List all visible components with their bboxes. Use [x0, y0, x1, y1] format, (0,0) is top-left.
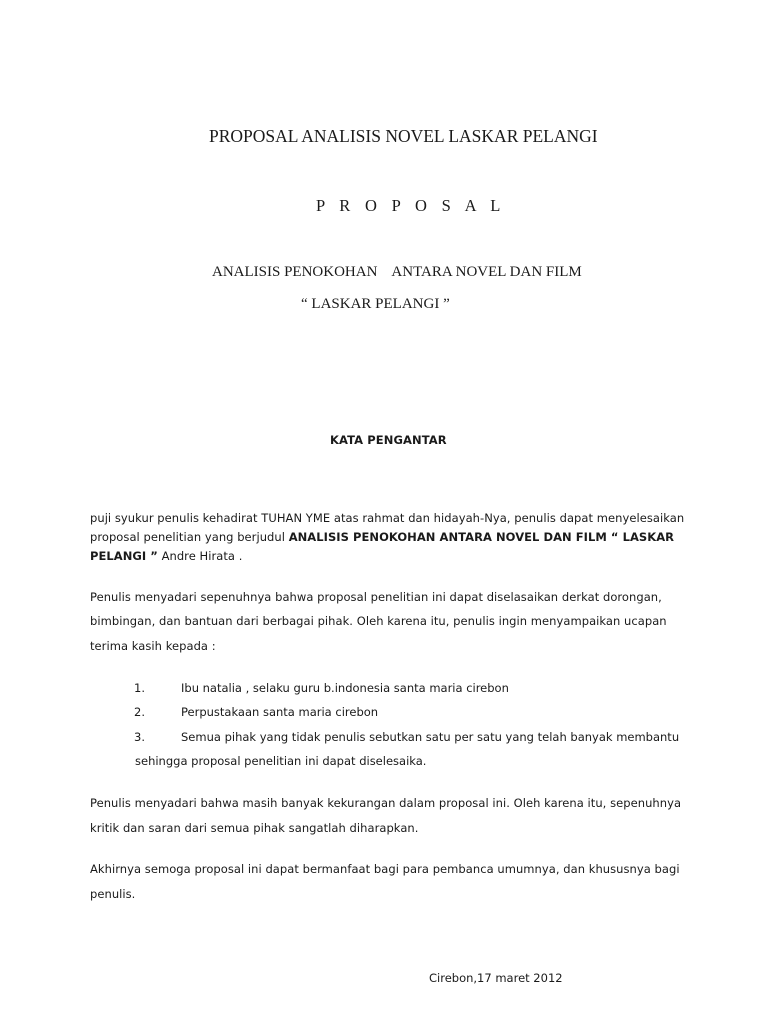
- paragraph-1-line-2: [90, 530, 674, 544]
- paragraph-2-line-3: terima kasih kepada :: [90, 639, 216, 653]
- paragraph-1-author: Andre Hirata .: [157, 549, 243, 563]
- paragraph-1-line-2-text: proposal penelitian yang berjudul: [90, 530, 289, 544]
- list-item-text: Perpustakaan santa maria cirebon: [181, 705, 379, 719]
- subtitle-part-2: ANTARA NOVEL DAN FILM: [391, 264, 582, 280]
- subtitle-line-2: “ LASKAR PELANGI ”: [301, 296, 450, 312]
- list-item-text: Semua pihak yang tidak penulis sebutkan satu per satu yang telah banyak membantu: [181, 730, 680, 744]
- paragraph-2-line-2: bimbingan, dan bantuan dari berbagai pihak. Oleh karena itu, penulis ingin menyampaikan ucapan: [90, 614, 667, 628]
- paragraph-1-line-1: puji syukur penulis kehadirat TUHAN YME atas rahmat dan hidayah-Nya, penulis dapat menyelesaikan: [90, 511, 685, 525]
- paragraph-4-line-2: penulis.: [90, 887, 136, 901]
- paragraph-1-bold-title: ANALISIS PENOKOHAN ANTARA NOVEL DAN FILM “ LASKAR: [288, 530, 675, 544]
- paragraph-1-line-3: [90, 549, 242, 563]
- list-item-continuation: sehingga proposal penelitian ini dapat diselesaika.: [135, 754, 427, 768]
- paragraph-2-line-1: Penulis menyadari sepenuhnya bahwa proposal penelitian ini dapat diselasaikan derkat dorongan,: [90, 590, 662, 604]
- list-item-text: Ibu natalia , selaku guru b.indonesia santa maria cirebon: [181, 681, 509, 695]
- list-number: 1.: [134, 681, 145, 695]
- date-line: Cirebon,17 maret 2012: [429, 971, 563, 985]
- list-number: 2.: [134, 705, 145, 719]
- section-heading: KATA PENGANTAR: [330, 433, 447, 447]
- paragraph-3-line-1: Penulis menyadari bahwa masih banyak kekurangan dalam proposal ini. Oleh karena itu, sepenuhnya: [90, 796, 682, 810]
- list-number: 3.: [134, 730, 145, 744]
- paragraph-3-line-2: kritik dan saran dari semua pihak sangatlah diharapkan.: [90, 821, 419, 835]
- paragraph-1-bold-title-end: PELANGI ”: [90, 549, 158, 563]
- subtitle-part-1: ANALISIS PENOKOHAN: [212, 264, 378, 280]
- proposal-heading: P R O P O S A L: [316, 196, 506, 215]
- subtitle-line-1: [212, 264, 582, 281]
- document-title: PROPOSAL ANALISIS NOVEL LASKAR PELANGI: [209, 126, 598, 146]
- paragraph-4-line-1: Akhirnya semoga proposal ini dapat bermanfaat bagi para pembanca umumnya, dan khususnya bagi: [90, 862, 680, 876]
